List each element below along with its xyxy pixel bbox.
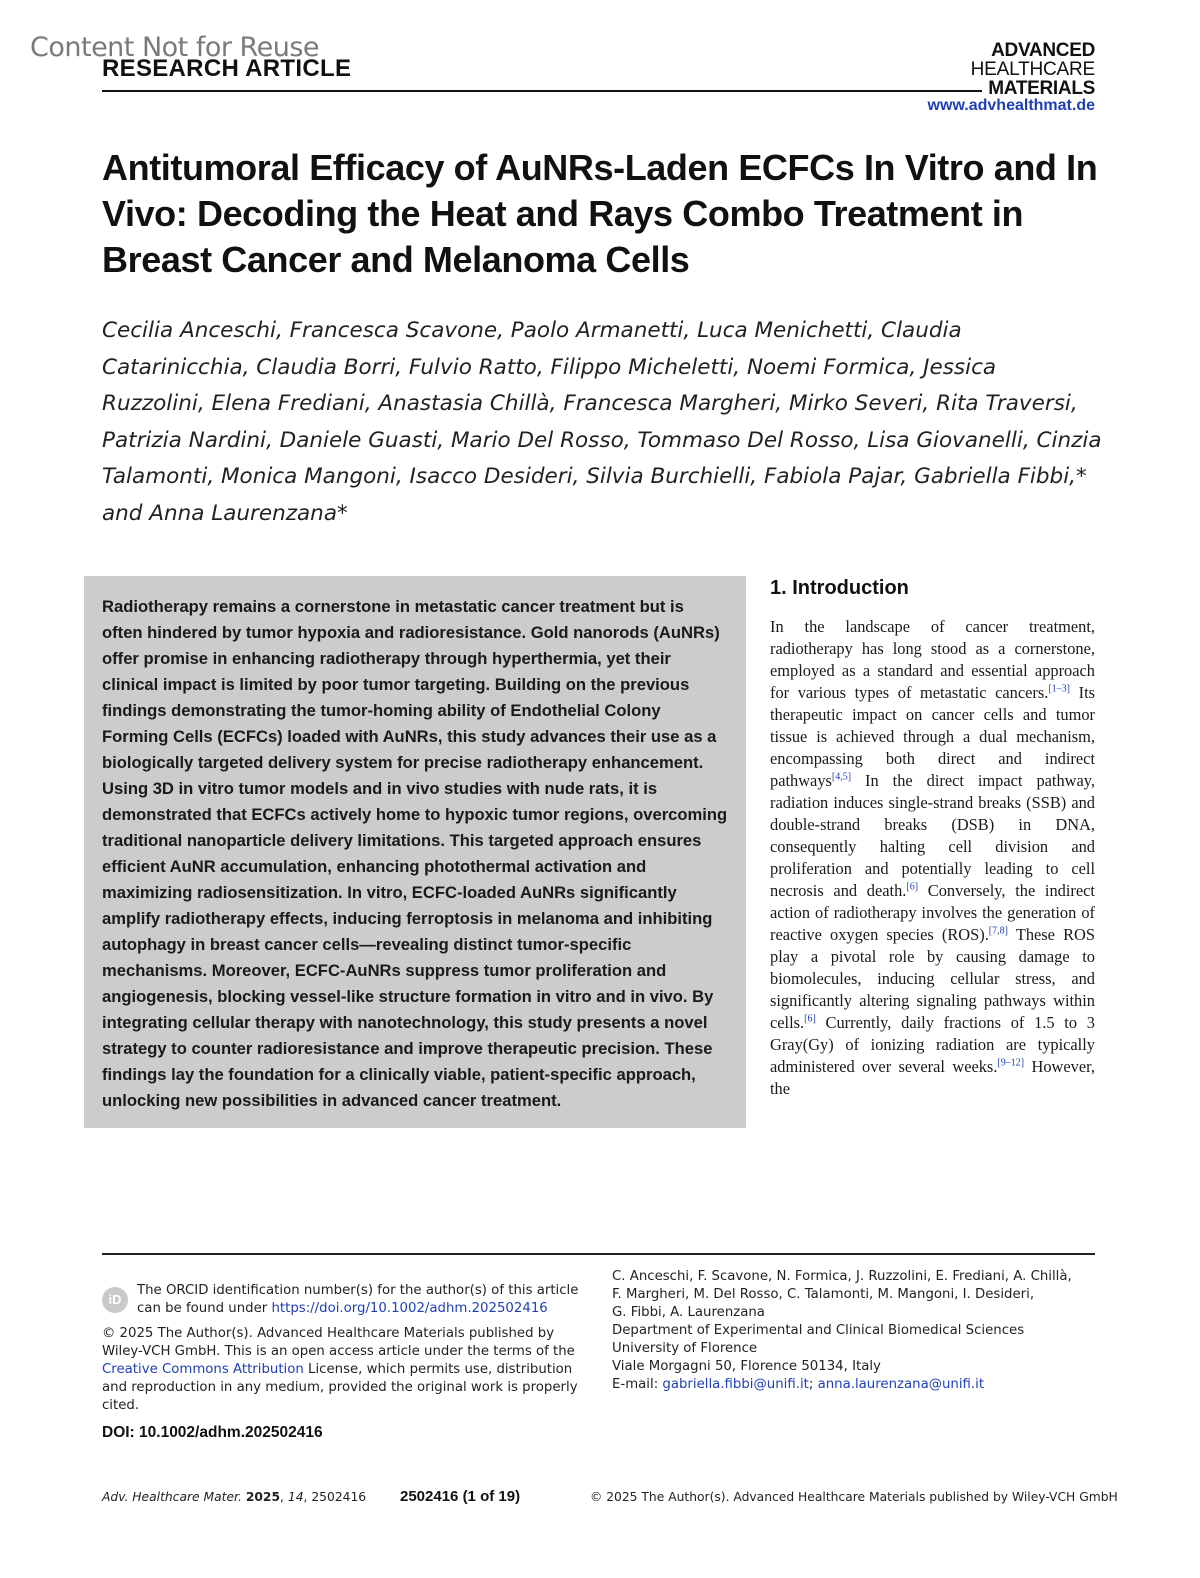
email-link-fibbi[interactable]: gabriella.fibbi@unifi.it (662, 1377, 809, 1392)
page-footer-citation: Adv. Healthcare Mater. 2025, 14, 2502416 (102, 1490, 367, 1504)
license-note (102, 1325, 587, 1415)
intro-text: Conversely, the indirect action of radiotherapy involves the generation of reactive oxygen species (ROS). (770, 881, 1095, 944)
citation-link[interactable]: [6] (804, 1013, 816, 1025)
journal-year: 2025 (245, 1490, 281, 1504)
citation-link[interactable]: [9–12] (997, 1057, 1025, 1069)
license-text: License, which permits use, distribution and reproduction in any medium, provided the original work is properly cited. (102, 1362, 578, 1413)
journal-logo-line-3: MATERIALS (988, 78, 1095, 99)
affiliation-names: F. Margheri, M. Del Rosso, C. Talamonti, M. Mangoni, I. Desideri, (612, 1287, 1035, 1302)
email-link-laurenzana[interactable]: anna.laurenzana@unifi.it (817, 1377, 985, 1392)
email-separator: ; (808, 1377, 814, 1392)
abstract-box (84, 576, 746, 1128)
intro-text: In the landscape of cancer treatment, radiotherapy has long stood as a cornerstone, employed as a standard and essential approach for various types of metastatic cancers. (770, 617, 1095, 702)
page-number: 2502416 (1 of 19) (400, 1488, 521, 1505)
intro-text: Currently, daily fractions of 1.5 to 3 Gray(Gy) of ionizing radiation are typically administered over several weeks. (770, 1013, 1095, 1076)
affiliation-block (612, 1268, 1102, 1394)
journal-url-link[interactable]: www.advhealthmat.de (927, 97, 1095, 114)
license-text: © 2025 The Author(s). Advanced Healthcare Materials published by Wiley-VCH GmbH. This is an open access article under the terms of the (102, 1326, 575, 1359)
affiliation-email-line (612, 1376, 1102, 1394)
journal-logo-line-2: HEALTHCARE (970, 59, 1095, 80)
journal-article-number: 2502416 (311, 1490, 367, 1504)
introduction-body (770, 616, 1095, 1100)
header-rule (102, 90, 982, 92)
intro-text: These ROS play a pivotal role by causing damage to biomolecules, inducing cellular stress, and significantly altering signaling pathways within cells. (770, 925, 1095, 1032)
introduction-heading: 1. Introduction (770, 577, 909, 599)
page-footer-copyright: © 2025 The Author(s). Advanced Healthcare Materials published by Wiley-VCH GmbH (590, 1490, 1118, 1504)
citation-link[interactable]: [1–3] (1048, 683, 1070, 695)
affiliation-names: G. Fibbi, A. Laurenzana (612, 1305, 765, 1320)
footer-rule (102, 1253, 1095, 1255)
journal-name: Adv. Healthcare Mater. (102, 1490, 242, 1504)
email-label: E-mail: (612, 1377, 659, 1392)
orcid-link[interactable]: https://doi.org/10.1002/adhm.202502416 (271, 1301, 548, 1316)
affiliation-names: C. Anceschi, F. Scavone, N. Formica, J. Ruzzolini, E. Frediani, A. Chillà, (612, 1269, 1072, 1284)
watermark: Content Not for Reuse (30, 32, 320, 63)
orcid-note (137, 1282, 587, 1318)
orcid-icon: iD (102, 1287, 128, 1313)
affiliation-address: Viale Morgagni 50, Florence 50134, Italy (612, 1359, 881, 1374)
citation-link[interactable]: [7,8] (988, 925, 1008, 937)
citation-link[interactable]: [4,5] (831, 771, 852, 783)
section-label: RESEARCH ARTICLE (102, 55, 352, 82)
affiliation-university: University of Florence (612, 1341, 758, 1356)
abstract-text: Radiotherapy remains a cornerstone in metastatic cancer treatment but is often hindered by tumor hypoxia and radioresistance. Gold nanorods (AuNRs) offer promise in enhancing radiotherapy through hyperthermia, yet their clinical impact is limited by poor tumor targeting. Building on the previous findings demonstrating the tumor-homing ability of Endothelial Colony Forming Cells (ECFCs) loaded with AuNRs, this study advances their use as a biologically targeted delivery system for precise radiotherapy enhancement. Using 3D in vitro tumor models and in vivo studies with nude rats, it is demonstrated that ECFCs actively home to hypoxic tumor regions, overcoming traditional nanoparticle delivery limitations. This targeted approach ensures efficient AuNR accumulation, enhancing photothermal activation and maximizing radiosensitization. In vitro, ECFC-loaded AuNRs significantly amplify radiotherapy effects, inducing ferroptosis in melanoma and inhibiting autophagy in breast cancer cells—revealing distinct tumor-specific mechanisms. Moreover, ECFC-AuNRs suppress tumor proliferation and angiogenesis, blocking vessel-like structure formation in vitro and in vivo. By integrating cellular therapy with nanotechnology, this study presents a novel strategy to counter radioresistance and improve therapeutic precision. These findings lay the foundation for a clinically viable, patient-specific approach, unlocking new possibilities in advanced cancer treatment. (102, 597, 728, 1110)
orcid-note-text: The ORCID identification number(s) for the author(s) of this article can be found under (137, 1283, 579, 1316)
article-title: Antitumoral Efficacy of AuNRs-Laden ECFCs In Vitro and In Vivo: Decoding the Heat and Rays Combo Treatment in Breast Cancer and Melanoma Cells (102, 147, 1098, 280)
author-list: Cecilia Anceschi, Francesca Scavone, Paolo Armanetti, Luca Menichetti, Claudia Catarinicchia, Claudia Borri, Fulvio Ratto, Filippo Micheletti, Noemi Formica, Jessica Ruzzolini, Elena Frediani, Anastasia Chillà, Francesca Margheri, Mirko Severi, Rita Traversi, Patrizia Nardini, Daniele Guasti, Mario Del Rosso, Tommaso Del Rosso, Lisa Giovanelli, Cinzia Talamonti, Monica Mangoni, Isacco Desideri, Silvia Burchielli, Fabiola Pajar, Gabriella Fibbi,* and Anna Laurenzana* (102, 318, 1102, 526)
citation-link[interactable]: [6] (906, 881, 919, 893)
journal-logo[interactable] (971, 41, 1095, 98)
journal-logo-line-1: ADVANCED (991, 40, 1095, 61)
intro-text: However, the (770, 1057, 1095, 1098)
intro-text: Its therapeutic impact on cancer cells and tumor tissue is achieved through a dual mechanism, encompassing both direct and indirect pathways (770, 683, 1095, 790)
affiliation-department: Department of Experimental and Clinical Biomedical Sciences (612, 1323, 1025, 1338)
journal-volume: 14 (287, 1490, 304, 1504)
creative-commons-link[interactable]: Creative Commons Attribution (102, 1362, 304, 1377)
intro-text: In the direct impact pathway, radiation induces single-strand breaks (SSB) and double-strand breaks (DSB) in DNA, consequently halting cell division and proliferation and potentially leading to cell necrosis and death. (770, 771, 1095, 900)
doi: DOI: 10.1002/adhm.202502416 (102, 1424, 323, 1441)
